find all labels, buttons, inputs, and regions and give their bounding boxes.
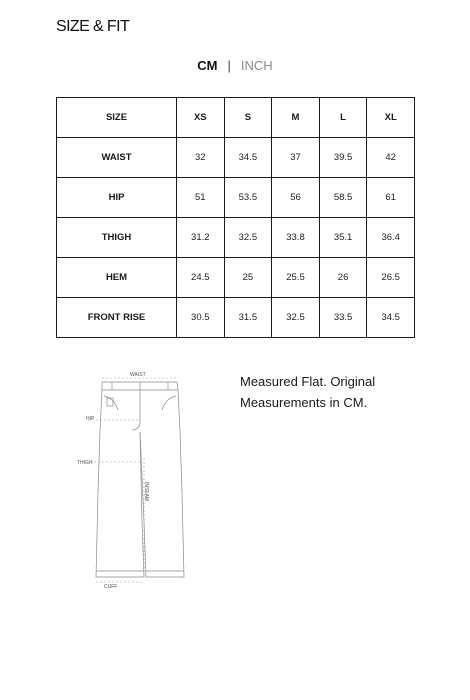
row-label-waist: WAIST	[57, 138, 177, 178]
table-row	[57, 258, 415, 298]
table-cell: 36.4	[367, 218, 415, 258]
table-cell: 25	[224, 258, 272, 298]
header-xl: XL	[367, 98, 415, 138]
pants-measurement-diagram	[72, 372, 192, 594]
table-cell: 30.5	[177, 298, 225, 338]
table-cell: 58.5	[319, 178, 367, 218]
row-label-hip: HIP	[57, 178, 177, 218]
table-row	[57, 298, 415, 338]
table-cell: 34.5	[367, 298, 415, 338]
header-l: L	[319, 98, 367, 138]
table-cell: 56	[272, 178, 320, 218]
row-label-hem: HEM	[57, 258, 177, 298]
table-cell: 32	[177, 138, 225, 178]
table-cell: 31.2	[177, 218, 225, 258]
cuff-label: CUFF	[104, 584, 118, 590]
unit-toggle	[0, 58, 470, 73]
table-cell: 24.5	[177, 258, 225, 298]
table-cell: 26	[319, 258, 367, 298]
size-chart-table	[56, 97, 415, 338]
table-cell: 32.5	[224, 218, 272, 258]
left-leg-outline	[96, 390, 144, 577]
table-cell: 39.5	[319, 138, 367, 178]
header-s: S	[224, 98, 272, 138]
unit-separator: |	[227, 58, 231, 73]
table-cell: 53.5	[224, 178, 272, 218]
table-cell: 37	[272, 138, 320, 178]
row-label-front-rise: FRONT RISE	[57, 298, 177, 338]
table-cell: 33.5	[319, 298, 367, 338]
table-cell: 32.5	[272, 298, 320, 338]
header-m: M	[272, 98, 320, 138]
measurement-note: Measured Flat. Original Measurements in CM.	[240, 374, 376, 410]
table-cell: 51	[177, 178, 225, 218]
table-cell: 25.5	[272, 258, 320, 298]
table-cell: 34.5	[224, 138, 272, 178]
header-size: SIZE	[57, 98, 177, 138]
table-row	[57, 138, 415, 178]
table-header-row	[57, 98, 415, 138]
table-row	[57, 178, 415, 218]
waist-label: WAIST	[130, 372, 146, 378]
table-cell: 42	[367, 138, 415, 178]
table-cell: 31.5	[224, 298, 272, 338]
table-cell: 61	[367, 178, 415, 218]
header-xs: XS	[177, 98, 225, 138]
hip-label: HIP	[86, 416, 95, 422]
table-cell: 33.8	[272, 218, 320, 258]
unit-inch-option[interactable]: INCH	[240, 58, 273, 73]
page-title: SIZE & FIT	[56, 18, 130, 35]
unit-cm-option[interactable]: CM	[197, 58, 218, 73]
thigh-label: THIGH	[77, 460, 93, 466]
row-label-thigh: THIGH	[57, 218, 177, 258]
inseam-label: INSEAM	[143, 482, 149, 502]
table-cell: 35.1	[319, 218, 367, 258]
table-row	[57, 218, 415, 258]
table-cell: 26.5	[367, 258, 415, 298]
